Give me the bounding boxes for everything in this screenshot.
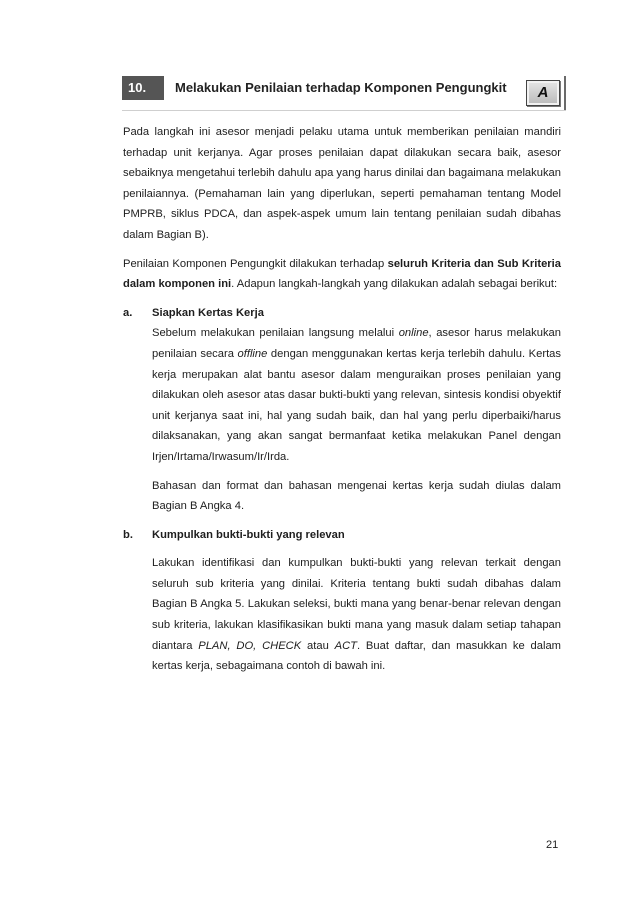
step-a-paragraph-2: Bahasan dan format dan bahasan mengenai kertas kerja sudah diulas dalam Bagian B Angka 4. [152,479,561,513]
part-badge-container [522,76,566,110]
scope-text-start: Penilaian Komponen Pengungkit dilakukan terhadap [123,257,388,270]
step-b [123,525,561,677]
main-content [123,122,561,685]
step-a-title: Siapkan Kertas Kerja [152,306,264,319]
part-badge: A [526,80,560,106]
step-a-letter: a. [123,306,133,319]
step-a-paragraph-1 [152,323,561,467]
step-b-paragraph [152,553,561,677]
step-a-text-2: , asesor harus melakukan penilaian secara [152,327,561,360]
scope-paragraph [123,254,561,295]
section-number: 10. [122,76,164,100]
step-b-title: Kumpulkan bukti-bukti yang relevan [152,528,345,541]
step-a-text-1: Sebelum melakukan penilaian langsung melalui [152,327,399,340]
step-b-text-2: atau [301,639,335,652]
step-a-text-3: dengan menggunakan kertas kerja terlebih dahulu. Kertas kerja merupakan alat bantu asesor dalam menguraikan proses penilaian yang dilakukan oleh asesor atas dasar bukti-bukti yang relevan, sintesis kondisi obyektif unit kerjanya saat ini, hal yang sudah baik, dan hal yang perlu diperbaiki/harus dilaksanakan, yang akan sangat bermanfaat ketika melakukan Panel dengan Irjen/Irtama/Irwasum/Ir/Irda. [152,347,561,463]
step-b-text-1: Lakukan identifikasi dan kumpulkan bukti-bukti yang relevan terkait dengan seluruh sub kriteria yang dinilai. Kriteria tentang bukti sudah dibahas dalam Bagian B Angka 5. Lakukan seleksi, bukti mana yang benar-benar relevan dengan sub kriteria, lakukan klasifikasikan bukti mana yang masuk dalam setiap tahapan diantara [152,557,561,652]
page-number: 21 [546,839,559,851]
online-term: online [398,327,429,340]
scope-text-end: . Adapun langkah-langkah yang dilakukan adalah sebagai berikut: [231,278,558,291]
step-a [123,303,561,517]
intro-paragraph: Pada langkah ini asesor menjadi pelaku utama untuk memberikan penilaian mandiri terhadap unit kerjanya. Agar proses penilaian dapat dilakukan secara baik, asesor sebaiknya mengetahui terlebih dahulu apa yang harus dinilai dan bagaimana melakukan penilaiannya. (Pemahaman lain yang diperlukan, seperti pemahaman tentang Model PMPRB, siklus PDCA, dan aspek-aspek umum lain tentang penilaian sudah dibahas dalam Bagian B). [123,126,561,241]
badge-divider [564,76,566,110]
step-b-letter: b. [123,528,133,541]
step-b-text-3: . Buat daftar, dan masukkan ke dalam kertas kerja, sebagaimana contoh di bawah ini. [152,639,561,673]
act-term: ACT [334,639,357,652]
section-title: Melakukan Penilaian terhadap Komponen Pengungkit [175,80,507,95]
pdca-terms: PLAN, DO, CHECK [198,639,302,652]
offline-term: offline [237,347,268,360]
header-divider [122,110,566,111]
scope-emphasis: seluruh Kriteria dan Sub Kriteria dalam komponen ini [123,257,561,291]
